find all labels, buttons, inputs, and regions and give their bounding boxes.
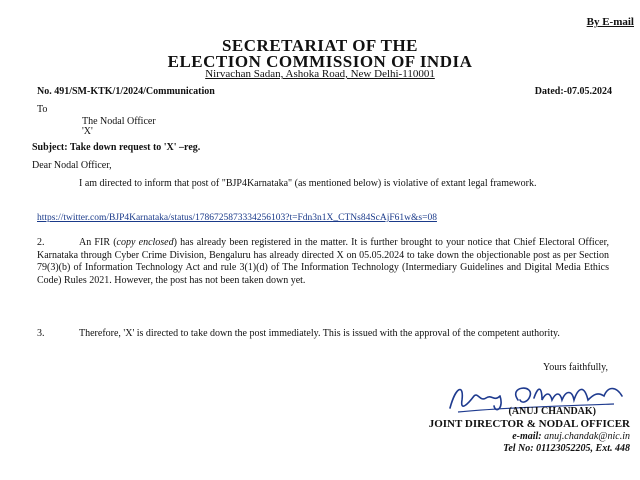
email-label: e-mail: [512, 431, 542, 442]
paragraph-2-text-start: An FIR ( [79, 237, 117, 248]
paragraph-2-number: 2. [37, 237, 45, 248]
salutation: Dear Nodal Officer, [32, 160, 112, 171]
letter-date: Dated:-07.05.2024 [534, 86, 612, 97]
paragraph-3 [37, 328, 609, 341]
tel-number: 01123052205, Ext. 448 [536, 443, 630, 454]
paragraph-2-text-rest: ) has already been registered in the matter. It is further brought to your notice that Chief Electoral Officer, Karnataka through Cyber Crime Division, Bengaluru has already directed X on 05.05.2024 to take down the objectionable post as per Section 79(3)(b) of Information Technology Act and rule 3(1)(d) of The Information Technology (Intermediary Guidelines and Digital Media Ethics Code) Rules 2021. However, the post has not been taken down yet. [37, 237, 609, 286]
to-label: To [37, 104, 48, 115]
closing-yours-faithfully: Yours faithfully, [542, 362, 608, 373]
paragraph-3-text: Therefore, 'X' is directed to take down the post immediately. This is issued with the approval of the competent authority. [79, 328, 560, 339]
paragraph-2-italic: copy enclosed [116, 237, 174, 248]
addressee-officer: The Nodal Officer [82, 116, 156, 127]
subject-line: Subject: Take down request to 'X' –reg. [32, 142, 201, 153]
addressee-entity: 'X' [82, 126, 93, 137]
email-address[interactable]: anuj.chandak@nic.in [544, 431, 630, 442]
letterhead-line2: ELECTION COMMISSION OF INDIA [167, 52, 473, 71]
letterhead-address: Nirvachan Sadan, Ashoka Road, New Delhi-110001 [205, 68, 435, 80]
signatory-email [512, 431, 630, 442]
paragraph-1: I am directed to inform that post of "BJP4Karnataka" (as mentioned below) is violative of extant legal framework. [79, 178, 537, 189]
signatory-telephone [503, 443, 630, 454]
by-email-label: By E-mail [586, 16, 634, 28]
paragraph-2 [37, 237, 609, 287]
reference-number: No. 491/SM-KTK/1/2024/Communication [37, 86, 215, 97]
post-link[interactable]: https://twitter.com/BJP4Karnataka/status/1786725873334256103?t=Fdn3n1X_CTNs84ScAjF61w&s=08 [37, 213, 437, 223]
letterhead-line1: SECRETARIAT OF THE [221, 36, 419, 55]
signatory-designation: JOINT DIRECTOR & NODAL OFFICER [428, 418, 630, 430]
signatory-name: (ANUJ CHANDAK) [508, 406, 596, 417]
paragraph-3-number: 3. [37, 328, 45, 339]
tel-label: Tel No: [503, 443, 534, 454]
